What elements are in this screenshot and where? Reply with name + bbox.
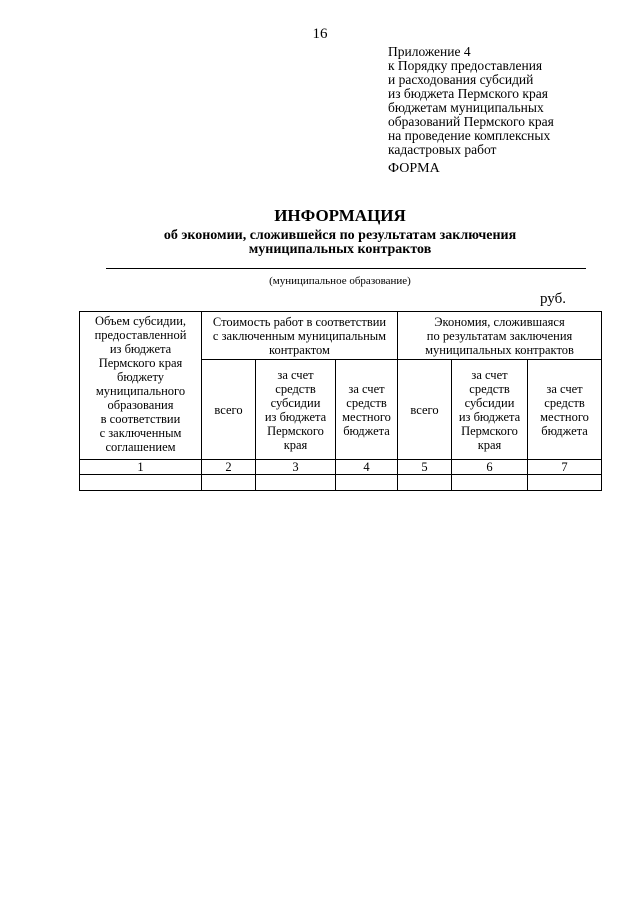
table-cell xyxy=(398,475,452,491)
appendix-line: и расходования субсидий xyxy=(388,72,534,87)
appendix-line: образований Пермского края xyxy=(388,114,554,129)
subtitle-line: муниципальных контрактов xyxy=(248,242,432,257)
municipality-caption: (муниципальное образование) xyxy=(269,275,411,287)
document-subtitle xyxy=(0,229,640,257)
appendix-block xyxy=(388,45,628,157)
table-cell xyxy=(202,475,256,491)
subheader-economy-subsidy: за счет средств субсидии из бюджета Пермского края xyxy=(452,360,528,460)
column-number: 6 xyxy=(452,460,528,475)
subheader-cost-total: всего xyxy=(202,360,256,460)
municipality-fill-line xyxy=(106,268,586,269)
form-label: ФОРМА xyxy=(388,161,440,176)
table-cell xyxy=(336,475,398,491)
currency-unit: руб. xyxy=(540,291,566,307)
document-title: ИНФОРМАЦИЯ xyxy=(274,206,406,225)
appendix-line: на проведение комплексных xyxy=(388,128,551,143)
table-cell xyxy=(452,475,528,491)
column-number: 4 xyxy=(336,460,398,475)
column-number: 5 xyxy=(398,460,452,475)
table-cell xyxy=(256,475,336,491)
page-number: 16 xyxy=(312,26,328,42)
column-number: 1 xyxy=(80,460,202,475)
appendix-line: Приложение 4 xyxy=(388,44,471,59)
subheader-economy-total: всего xyxy=(398,360,452,460)
table-cell xyxy=(528,475,602,491)
table-cell xyxy=(80,475,202,491)
subheader-economy-local: за счет средств местного бюджета xyxy=(528,360,602,460)
appendix-line: к Порядку предоставления xyxy=(388,58,543,73)
header-contract-cost: Стоимость работ в соответствии с заключенным муниципальным контрактом xyxy=(202,312,398,360)
economy-form-table xyxy=(79,311,602,491)
column-number-row xyxy=(80,460,602,475)
subheader-cost-local: за счет средств местного бюджета xyxy=(336,360,398,460)
column-number: 7 xyxy=(528,460,602,475)
appendix-line: бюджетам муниципальных xyxy=(388,100,544,115)
appendix-line: кадастровых работ xyxy=(388,142,497,157)
appendix-line: из бюджета Пермского края xyxy=(388,86,548,101)
table-row xyxy=(80,475,602,491)
column-number: 2 xyxy=(202,460,256,475)
header-subsidy-volume: Объем субсидии, предоставленной из бюджета Пермского края бюджету муниципального образования в соответствии с заключенным соглашением xyxy=(80,312,202,460)
header-economy: Экономия, сложившаяся по результатам заключения муниципальных контрактов xyxy=(398,312,602,360)
subtitle-line: об экономии, сложившейся по результатам заключения xyxy=(163,228,517,243)
subheader-cost-subsidy: за счет средств субсидии из бюджета Пермского края xyxy=(256,360,336,460)
column-number: 3 xyxy=(256,460,336,475)
